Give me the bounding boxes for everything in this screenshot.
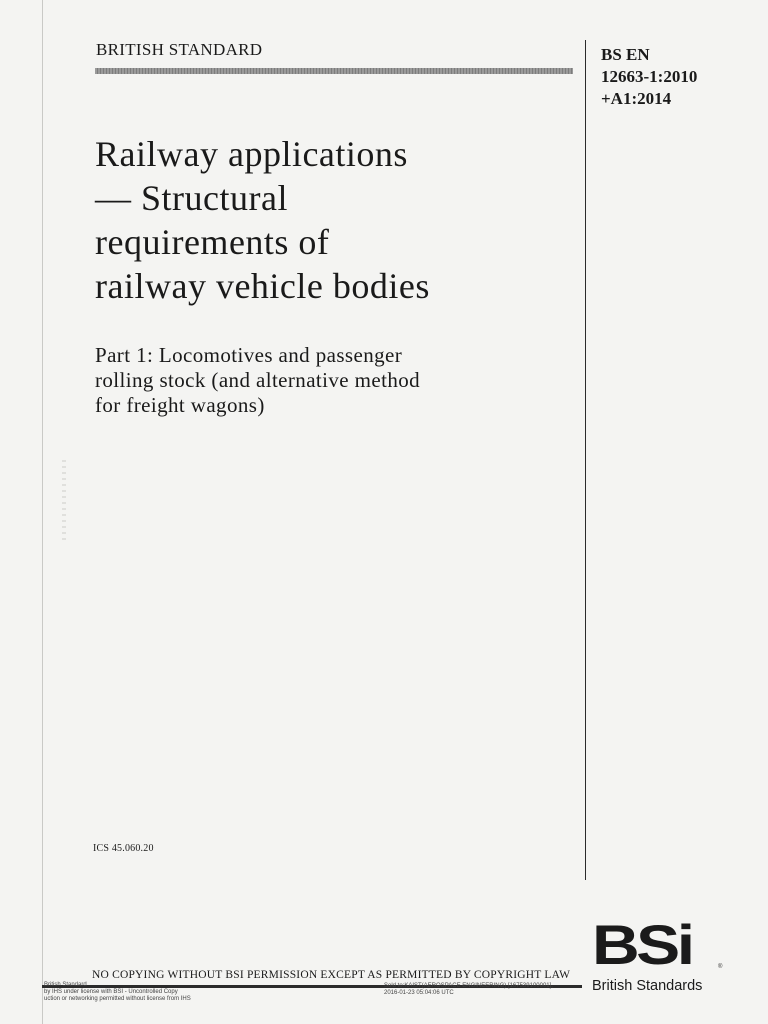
registered-mark: ® — [718, 964, 723, 970]
scan-marks — [62, 460, 66, 540]
subtitle-line2: rolling stock (and alternative method — [95, 368, 421, 392]
title-line2: — Structural — [95, 178, 288, 218]
vertical-divider — [585, 40, 586, 880]
order-stamp — [384, 983, 553, 997]
subtitle-line1: Part 1: Locomotives and passenger — [95, 343, 403, 367]
series-rule — [95, 68, 573, 74]
standard-number-line2: 12663-1:2010 — [601, 67, 698, 86]
title-line1: Railway applications — [95, 134, 408, 174]
series-label: BRITISH STANDARD — [96, 40, 263, 59]
title-line3: requirements of — [95, 222, 330, 262]
document-title — [95, 132, 575, 308]
subtitle-line3: for freight wagons) — [95, 393, 265, 417]
order-line1: Sold to:KAIST(AEROSPACE ENGINEERING) [167539100001], — [384, 983, 553, 989]
bsi-logo-mark: BSi — [592, 913, 692, 976]
license-stamp — [44, 982, 191, 1003]
standard-number — [601, 44, 697, 110]
bsi-logo-text: British Standards — [592, 978, 703, 994]
ics-code: ICS 45.060.20 — [93, 843, 154, 854]
license-line1: British Standard — [44, 982, 87, 988]
title-line4: railway vehicle bodies — [95, 266, 430, 306]
order-line2: 2016-01-23 05:04:06 UTC — [384, 990, 454, 996]
bsi-logo — [590, 913, 730, 1000]
page-edge-line — [42, 0, 43, 1024]
copyright-notice: NO COPYING WITHOUT BSI PERMISSION EXCEPT AS PERMITTED BY COPYRIGHT LAW — [92, 969, 571, 981]
license-line2: by IHS under license with BSI - Uncontrolled Copy — [44, 989, 178, 995]
standard-number-line1: BS EN — [601, 45, 650, 64]
document-subtitle — [95, 343, 575, 418]
standard-number-line3: +A1:2014 — [601, 89, 672, 108]
license-line3: uction or networking permitted without license from IHS — [44, 996, 191, 1002]
